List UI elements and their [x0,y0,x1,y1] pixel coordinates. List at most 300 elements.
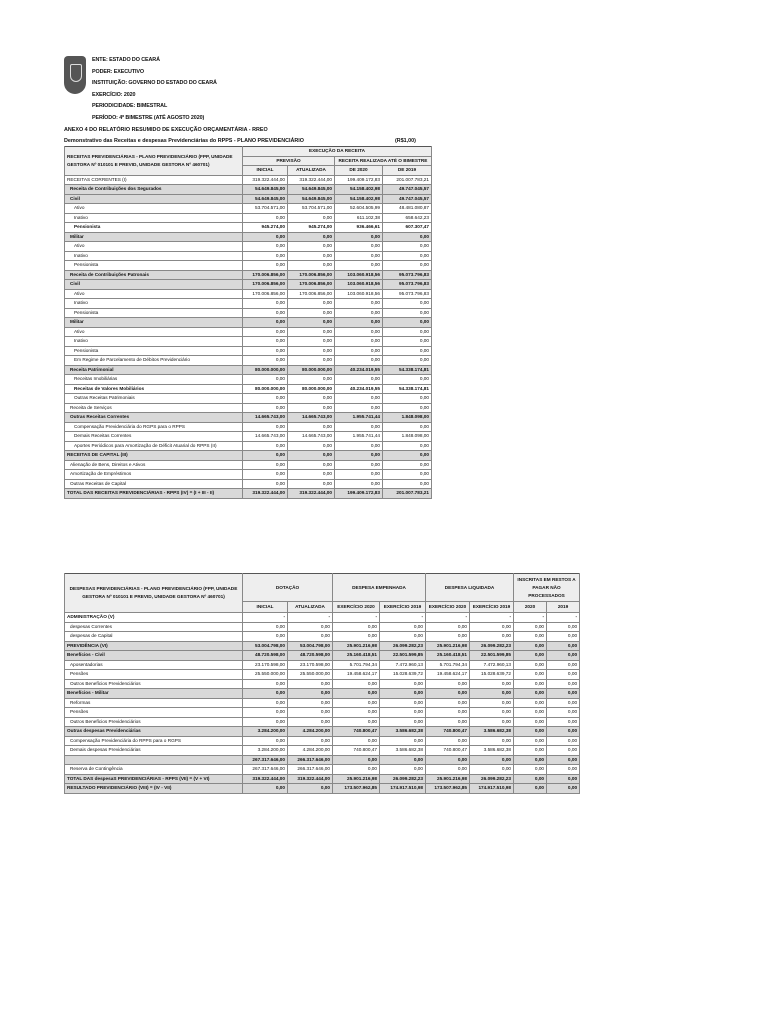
row-value: 0,00 [470,698,514,708]
row-value: 0,00 [243,213,288,223]
row-value: 611.102,38 [335,213,383,223]
demonstrativo-title: Demonstrativo das Receitas e despesas Previdenciárias do RPPS - PLANO PREVIDENCIÁRIO [64,138,304,144]
row-value: 0,00 [380,765,426,775]
row-value: 95.073.796,83 [383,289,432,299]
row-value: - [514,613,547,623]
row-value: 0,00 [514,660,547,670]
row-value: 0,00 [288,299,335,309]
row-value: 26.099.282,23 [380,774,426,784]
row-value: 0,00 [514,689,547,699]
table-row [65,365,432,375]
inscritas-header: INSCRITAS EM RESTOS A PAGAR NÃO PROCESSADOS [514,574,580,602]
row-label: Pensionista [65,346,243,356]
row-label: Compensação Previdenciária do RPPS para o RGPS [65,736,243,746]
row-value: 740.800,47 [333,727,380,737]
row-value: 0,00 [333,765,380,775]
row-value: 0,00 [514,784,547,794]
row-value: 0,00 [288,356,335,366]
row-label: Receita de Contribuições dos Segurados [65,185,243,195]
row-value: 0,00 [383,232,432,242]
row-value: 0,00 [243,232,288,242]
row-value: 0,00 [383,403,432,413]
row-value: 0,00 [333,622,380,632]
row-value: - [333,613,380,623]
row-value: 22.501.599,85 [470,651,514,661]
row-value: 3.586.682,38 [380,727,426,737]
row-label: Ativo [65,327,243,337]
row-value: 0,00 [514,679,547,689]
row-value: 0,00 [288,632,333,642]
row-value: 0,00 [288,698,333,708]
row-value: 740.800,47 [426,727,470,737]
row-value: 0,00 [547,784,580,794]
row-label: Militar [65,318,243,328]
row-value: 0,00 [383,261,432,271]
row-value: 53.004.798,00 [243,641,288,651]
row-label: Civil [65,194,243,204]
row-value: 0,00 [288,451,335,461]
row-value: 0,00 [383,337,432,347]
row-label: Inativo [65,251,243,261]
realizada-header: RECEITA REALIZADA ATÉ O BIMESTRE [335,156,432,166]
table-row [65,175,432,185]
row-label: Demais despesas Previdenciárias [65,746,243,756]
row-label: RECEITAS CORRENTES (I) [65,175,243,185]
row-value: 26.099.282,23 [470,774,514,784]
row-value: 25.901.216,98 [426,641,470,651]
row-label: RESULTADO PREVIDENCIÁRIO (VIII) = (IV - VII) [65,784,243,794]
row-value: 0,00 [383,394,432,404]
poder-line: PODER: EXECUTIVO [92,68,145,75]
row-label: Compensação Previdenciária do RGPS para o RPPS [65,422,243,432]
table-row [65,774,580,784]
row-value: 0,00 [243,679,288,689]
receitas-body [65,175,432,498]
row-value: 0,00 [426,689,470,699]
row-label [65,755,243,765]
row-value: 0,00 [547,774,580,784]
row-value: 0,00 [288,470,335,480]
row-value: 103.060.918,56 [335,289,383,299]
table-row [65,384,432,394]
row-value: 0,00 [383,441,432,451]
currency-unit: (R$1,00) [395,138,416,144]
row-value: 0,00 [243,375,288,385]
row-value: 22.501.599,85 [380,651,426,661]
row-value: 266.317.646,00 [288,755,333,765]
row-value: 53.004.798,00 [288,641,333,651]
row-label: Benefícios - Militar [65,689,243,699]
row-value: 0,00 [288,679,333,689]
row-label: Inativo [65,337,243,347]
table-row [65,670,580,680]
liquidada-header: DESPESA LIQUIDADA [426,574,514,602]
row-value: - [288,613,333,623]
row-value: 0,00 [243,460,288,470]
table-row [65,375,432,385]
row-value: 0,00 [243,318,288,328]
table-row [65,337,432,347]
row-label: Demais Receitas Correntes [65,432,243,442]
table-row [65,223,432,233]
row-value: 0,00 [333,708,380,718]
table-row [65,708,580,718]
row-value: 0,00 [243,708,288,718]
row-value: 936.466,61 [335,223,383,233]
row-value: 0,00 [380,689,426,699]
row-value: 40.234.019,55 [335,384,383,394]
row-value: 0,00 [547,670,580,680]
row-value: 3.586.682,38 [380,746,426,756]
row-value: 0,00 [547,736,580,746]
row-value: 25.901.216,98 [426,774,470,784]
periodicidade-line: PERIODICIDADE: BIMESTRAL [92,103,168,109]
row-value: 267.317.646,00 [243,765,288,775]
row-label: Outras Receitas de Capital [65,479,243,489]
row-value: 0,00 [335,403,383,413]
row-value: 48.720.598,00 [243,651,288,661]
row-value: 1.955.741,44 [335,432,383,442]
row-value: 0,00 [383,451,432,461]
table-row [65,746,580,756]
despesa-col-header: ATUALIZADA [288,602,333,613]
row-value: 0,00 [547,755,580,765]
row-label: Em Regime de Parcelamento de Débitos Previdenciário [65,356,243,366]
exercicio-line: EXERCÍCIO: 2020 [92,91,136,98]
row-value: 0,00 [243,736,288,746]
table-row [65,289,432,299]
row-value: 0,00 [288,717,333,727]
table-row [65,280,432,290]
row-value: 0,00 [243,394,288,404]
row-label: Receitas Imobiliárias [65,375,243,385]
row-value: 0,00 [470,755,514,765]
table-row [65,185,432,195]
row-value: 14.665.743,00 [288,413,335,423]
row-value: 15.028.639,72 [380,670,426,680]
row-value: 0,00 [547,689,580,699]
col-inicial: INICIAL [243,166,288,176]
row-value: 0,00 [514,727,547,737]
row-value: 0,00 [383,375,432,385]
table-row [65,613,580,623]
row-value: 0,00 [514,632,547,642]
row-value: 0,00 [288,460,335,470]
despesa-col-header: EXERCÍCIO 2020 [333,602,380,613]
annex-title: ANEXO 4 DO RELATÓRIO RESUMIDO DE EXECUÇÃO ORÇAMENTÁRIA - RREO [64,127,268,133]
row-value: 0,00 [380,736,426,746]
receitas-table [64,146,432,499]
row-label: Outras Receitas Patrimoniais [65,394,243,404]
row-value: 0,00 [335,318,383,328]
table-row [65,318,432,328]
row-value: 319.322.444,00 [288,489,335,499]
row-value: 0,00 [380,717,426,727]
table-row [65,308,432,318]
row-value: 26.099.282,23 [470,641,514,651]
row-value: 0,00 [383,242,432,252]
row-value: 7.472.960,13 [470,660,514,670]
table-row [65,242,432,252]
row-value: 25.550.000,00 [288,670,333,680]
row-value: 23.170.598,00 [288,660,333,670]
despesa-col-header: EXERCÍCIO 2020 [426,602,470,613]
row-value: 0,00 [288,346,335,356]
row-value: 0,00 [514,641,547,651]
row-value: 740.800,47 [426,746,470,756]
row-value: 53.704.571,00 [288,204,335,214]
row-value: 0,00 [470,632,514,642]
periodo-line: PERÍODO: 4º BIMESTRE (ATÉ AGOSTO 2020) [92,114,205,121]
row-value: 0,00 [243,717,288,727]
row-value: 0,00 [547,698,580,708]
row-value: 0,00 [380,632,426,642]
col-2019: DE 2019 [383,166,432,176]
row-value: 0,00 [288,375,335,385]
table-row [65,679,580,689]
table-row [65,422,432,432]
row-value: 0,00 [243,251,288,261]
row-value: 0,00 [470,708,514,718]
row-label: Inativo [65,213,243,223]
row-value: 0,00 [243,698,288,708]
row-value: 0,00 [514,746,547,756]
row-value: 0,00 [426,765,470,775]
row-value: 0,00 [514,774,547,784]
row-label: despesas Correntes [65,622,243,632]
row-label: Inativo [65,299,243,309]
row-value: 740.800,47 [333,746,380,756]
row-value: 80.000.000,00 [243,384,288,394]
row-value: - [426,613,470,623]
row-value: 0,00 [288,327,335,337]
row-value: 0,00 [288,394,335,404]
row-label: Civil [65,280,243,290]
row-label: Pensionista [65,223,243,233]
row-value: 0,00 [243,261,288,271]
row-value: 0,00 [288,403,335,413]
row-label: Outras despesas Previdenciárias [65,727,243,737]
row-value: 54.649.845,00 [288,194,335,204]
row-label: Aposentadorias [65,660,243,670]
table-row [65,622,580,632]
row-value: 1.848.098,00 [383,413,432,423]
row-value: 14.665.743,00 [243,432,288,442]
row-value: 0,00 [514,717,547,727]
row-value: 170.006.856,00 [243,280,288,290]
row-value: 0,00 [288,736,333,746]
row-value: - [243,613,288,623]
row-value: 0,00 [333,736,380,746]
row-value: - [547,613,580,623]
row-value: 0,00 [335,242,383,252]
row-label: Reformas [65,698,243,708]
despesa-col-header: EXERCÍCIO 2019 [470,602,514,613]
table-row [65,232,432,242]
row-value: 0,00 [335,261,383,271]
table-row [65,346,432,356]
row-value: 0,00 [288,784,333,794]
row-value: 0,00 [547,746,580,756]
row-value: 170.006.856,00 [243,270,288,280]
row-value: 266.317.646,00 [288,765,333,775]
row-label: Ativo [65,289,243,299]
row-value: 0,00 [547,765,580,775]
row-value: 0,00 [288,232,335,242]
row-value: 0,00 [243,622,288,632]
row-value: 0,00 [514,622,547,632]
row-value: 0,00 [426,717,470,727]
row-label: Pensionista [65,308,243,318]
row-value: 945.274,00 [243,223,288,233]
table-row [65,213,432,223]
despesa-col-header: INICIAL [243,602,288,613]
table-row [65,717,580,727]
table-row [65,736,580,746]
row-label: Receitas de Valores Mobiliários [65,384,243,394]
row-value: 40.234.019,55 [335,365,383,375]
row-value: 52.604.505,99 [335,204,383,214]
row-value: 0,00 [380,698,426,708]
despesas-title: DESPESAS PREVIDENCIÁRIAS - PLANO PREVIDENCIÁRIO (FPP, UNIDADE GESTORA Nº 010101 E PREVID, UNIDADE GESTORA Nº 460701) [65,574,243,613]
row-value: 319.322.444,00 [243,774,288,784]
row-value: 174.917.510,98 [470,784,514,794]
row-value: 19.458.624,17 [333,670,380,680]
row-value: 0,00 [383,422,432,432]
row-value: 201.007.783,21 [383,175,432,185]
row-value: 26.099.282,23 [380,641,426,651]
row-label: Outras Receitas Correntes [65,413,243,423]
row-label: ADMINISTRAÇÃO (V) [65,613,243,623]
row-value: 0,00 [547,727,580,737]
row-value: - [380,613,426,623]
row-value: 0,00 [288,242,335,252]
row-value: 95.073.796,83 [383,270,432,280]
row-value: 0,00 [383,346,432,356]
table-row [65,765,580,775]
row-label: RECEITAS DE CAPITAL (III) [65,451,243,461]
row-value: 0,00 [426,622,470,632]
row-value: 0,00 [335,422,383,432]
row-value: 0,00 [335,375,383,385]
ceara-coat-of-arms-icon [64,56,86,94]
row-value: 0,00 [547,641,580,651]
row-label: Militar [65,232,243,242]
row-value: 25.901.216,98 [333,641,380,651]
row-value: 15.028.639,72 [470,670,514,680]
row-value: 19.458.624,17 [426,670,470,680]
row-value: 0,00 [243,356,288,366]
table-row [65,698,580,708]
row-value: 49.747.045,57 [383,185,432,195]
row-label: Amortização de Empréstimos [65,470,243,480]
table-row [65,204,432,214]
row-label: Pensões [65,670,243,680]
row-value: 0,00 [335,346,383,356]
table-row [65,270,432,280]
row-value: 7.472.960,13 [380,660,426,670]
row-value: 0,00 [514,755,547,765]
receitas-title: RECEITAS PREVIDENCIÁRIAS - PLANO PREVIDENCIÁRIO (FPP, UNIDADE GESTORA Nº 010101 E PREVID, UNIDADE GESTORA Nº 460701) [65,147,243,176]
row-label: Reserva de Contingência [65,765,243,775]
row-value: - [470,613,514,623]
row-value: 0,00 [335,470,383,480]
row-value: 3.284.200,00 [243,727,288,737]
row-value: 0,00 [380,708,426,718]
row-label: Outros Benefícios Previdenciários [65,679,243,689]
row-value: 199.409.172,83 [335,175,383,185]
table-row [65,651,580,661]
row-value: 25.901.216,98 [333,774,380,784]
table-row [65,727,580,737]
row-label: despesas de Capital [65,632,243,642]
row-value: 0,00 [335,394,383,404]
table-row [65,460,432,470]
row-value: 0,00 [243,470,288,480]
row-value: 54.649.845,00 [243,194,288,204]
row-label: Receita Patrimonial [65,365,243,375]
row-value: 0,00 [333,679,380,689]
row-value: 48.481.080,87 [383,204,432,214]
row-value: 0,00 [335,232,383,242]
despesas-body [65,613,580,794]
row-value: 0,00 [380,622,426,632]
row-value: 0,00 [470,717,514,727]
row-value: 54.649.845,00 [288,185,335,195]
table-row [65,489,432,499]
row-value: 14.665.743,00 [243,413,288,423]
table-row [65,413,432,423]
despesas-table [64,573,580,794]
row-value: 0,00 [243,327,288,337]
row-value: 0,00 [383,251,432,261]
row-value: 25.550.000,00 [243,670,288,680]
row-value: 54.338.174,81 [383,384,432,394]
row-value: 0,00 [243,632,288,642]
report-header [92,55,217,124]
row-value: 80.000.000,00 [288,365,335,375]
row-value: 173.507.962,85 [333,784,380,794]
row-value: 170.006.856,00 [288,270,335,280]
table-row [65,356,432,366]
row-value: 0,00 [426,679,470,689]
row-label: PREVIDÊNCIA (VI) [65,641,243,651]
row-value: 0,00 [333,755,380,765]
row-value: 0,00 [383,470,432,480]
row-value: 945.274,00 [288,223,335,233]
row-label: Pensionista [65,261,243,271]
row-value: 0,00 [288,622,333,632]
row-value: 0,00 [426,736,470,746]
table-row [65,784,580,794]
row-value: 0,00 [333,698,380,708]
row-value: 25.160.418,51 [333,651,380,661]
instituicao-line: INSTITUIÇÃO: GOVERNO DO ESTADO DO CEARÁ [92,80,217,86]
row-value: 0,00 [514,651,547,661]
table-row [65,261,432,271]
row-value: 54.338.174,81 [383,365,432,375]
empenhada-header: DESPESA EMPENHADA [333,574,426,602]
row-value: 0,00 [288,213,335,223]
row-label: Receita de Contribuições Patronais [65,270,243,280]
row-value: 0,00 [335,337,383,347]
row-value: 0,00 [514,698,547,708]
row-value: 80.000.000,00 [243,365,288,375]
row-value: 0,00 [243,346,288,356]
row-value: 0,00 [426,755,470,765]
row-value: 0,00 [288,308,335,318]
row-value: 0,00 [514,708,547,718]
